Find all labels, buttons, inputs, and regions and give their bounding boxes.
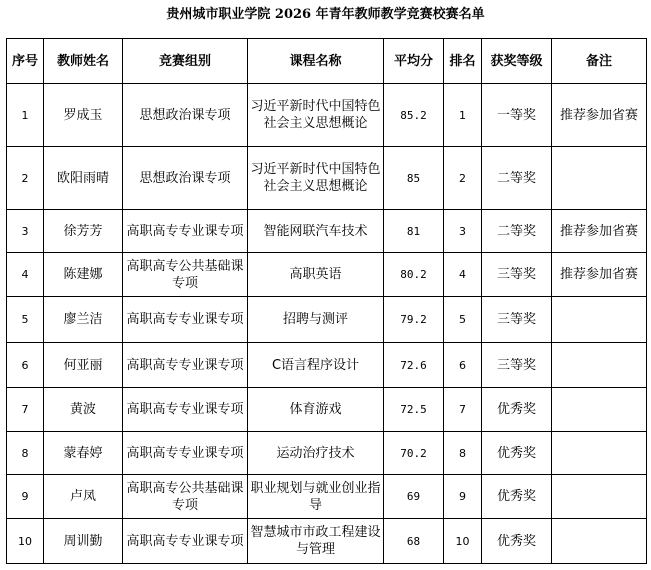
header-cell: 获奖等级 xyxy=(482,39,552,84)
cell-rank: 7 xyxy=(444,388,482,432)
cell-award: 三等奖 xyxy=(482,253,552,297)
cell-award: 优秀奖 xyxy=(482,475,552,519)
cell-name: 蒙春婷 xyxy=(44,432,123,475)
table-row xyxy=(7,388,647,432)
header-cell: 教师姓名 xyxy=(44,39,123,84)
cell-group: 高职高专专业课专项 xyxy=(123,343,248,388)
cell-group: 高职高专专业课专项 xyxy=(123,519,248,564)
cell-rank: 9 xyxy=(444,475,482,519)
cell-name: 欧阳雨晴 xyxy=(44,147,123,210)
cell-award: 二等奖 xyxy=(482,147,552,210)
cell-group: 高职高专专业课专项 xyxy=(123,210,248,253)
cell-no: 2 xyxy=(7,147,44,210)
cell-rank: 2 xyxy=(444,147,482,210)
table-row xyxy=(7,253,647,297)
cell-course: 高职英语 xyxy=(248,253,384,297)
cell-rank: 6 xyxy=(444,343,482,388)
cell-course: 智慧城市市政工程建设与管理 xyxy=(248,519,384,564)
header-cell: 平均分 xyxy=(384,39,444,84)
cell-no: 3 xyxy=(7,210,44,253)
cell-score: 70.2 xyxy=(384,432,444,475)
header-cell: 排名 xyxy=(444,39,482,84)
cell-group: 高职高专专业课专项 xyxy=(123,297,248,343)
cell-course: 习近平新时代中国特色社会主义思想概论 xyxy=(248,147,384,210)
cell-note: 推荐参加省赛 xyxy=(552,84,647,147)
cell-note xyxy=(552,475,647,519)
cell-group: 思想政治课专项 xyxy=(123,84,248,147)
cell-note xyxy=(552,297,647,343)
cell-award: 三等奖 xyxy=(482,297,552,343)
cell-rank: 10 xyxy=(444,519,482,564)
cell-note xyxy=(552,388,647,432)
cell-note: 推荐参加省赛 xyxy=(552,253,647,297)
cell-name: 廖兰洁 xyxy=(44,297,123,343)
table-row xyxy=(7,210,647,253)
cell-score: 80.2 xyxy=(384,253,444,297)
cell-group: 思想政治课专项 xyxy=(123,147,248,210)
cell-score: 68 xyxy=(384,519,444,564)
header-cell: 课程名称 xyxy=(248,39,384,84)
cell-award: 一等奖 xyxy=(482,84,552,147)
cell-name: 周训勤 xyxy=(44,519,123,564)
cell-course: 招聘与测评 xyxy=(248,297,384,343)
cell-name: 徐芳芳 xyxy=(44,210,123,253)
cell-no: 4 xyxy=(7,253,44,297)
cell-rank: 4 xyxy=(444,253,482,297)
cell-group: 高职高专公共基础课专项 xyxy=(123,253,248,297)
cell-no: 7 xyxy=(7,388,44,432)
cell-name: 罗成玉 xyxy=(44,84,123,147)
cell-note xyxy=(552,343,647,388)
table-row xyxy=(7,147,647,210)
cell-award: 优秀奖 xyxy=(482,519,552,564)
cell-course: 习近平新时代中国特色社会主义思想概论 xyxy=(248,84,384,147)
cell-course: C语言程序设计 xyxy=(248,343,384,388)
cell-note xyxy=(552,432,647,475)
results-table xyxy=(6,38,647,564)
cell-rank: 5 xyxy=(444,297,482,343)
cell-no: 8 xyxy=(7,432,44,475)
cell-name: 黄波 xyxy=(44,388,123,432)
cell-award: 三等奖 xyxy=(482,343,552,388)
table-row xyxy=(7,343,647,388)
cell-score: 72.6 xyxy=(384,343,444,388)
cell-name: 卢凤 xyxy=(44,475,123,519)
cell-score: 81 xyxy=(384,210,444,253)
cell-rank: 1 xyxy=(444,84,482,147)
table-header-row xyxy=(7,39,647,84)
cell-score: 72.5 xyxy=(384,388,444,432)
cell-no: 5 xyxy=(7,297,44,343)
cell-award: 二等奖 xyxy=(482,210,552,253)
cell-score: 85 xyxy=(384,147,444,210)
cell-rank: 8 xyxy=(444,432,482,475)
table-row xyxy=(7,475,647,519)
table-row xyxy=(7,432,647,475)
header-cell: 竞赛组别 xyxy=(123,39,248,84)
table-row xyxy=(7,84,647,147)
cell-no: 1 xyxy=(7,84,44,147)
cell-note xyxy=(552,519,647,564)
cell-group: 高职高专公共基础课专项 xyxy=(123,475,248,519)
cell-note xyxy=(552,147,647,210)
document-title: 贵州城市职业学院 2026 年青年教师教学竞赛校赛名单 xyxy=(166,7,485,22)
cell-course: 智能网联汽车技术 xyxy=(248,210,384,253)
header-cell: 备注 xyxy=(552,39,647,84)
cell-no: 6 xyxy=(7,343,44,388)
cell-group: 高职高专专业课专项 xyxy=(123,388,248,432)
cell-score: 69 xyxy=(384,475,444,519)
header-cell: 序号 xyxy=(7,39,44,84)
cell-score: 79.2 xyxy=(384,297,444,343)
cell-award: 优秀奖 xyxy=(482,432,552,475)
cell-score: 85.2 xyxy=(384,84,444,147)
cell-award: 优秀奖 xyxy=(482,388,552,432)
cell-course: 运动治疗技术 xyxy=(248,432,384,475)
table-row xyxy=(7,297,647,343)
cell-course: 职业规划与就业创业指导 xyxy=(248,475,384,519)
cell-note: 推荐参加省赛 xyxy=(552,210,647,253)
cell-no: 10 xyxy=(7,519,44,564)
cell-name: 何亚丽 xyxy=(44,343,123,388)
cell-rank: 3 xyxy=(444,210,482,253)
cell-name: 陈建娜 xyxy=(44,253,123,297)
cell-group: 高职高专专业课专项 xyxy=(123,432,248,475)
cell-course: 体育游戏 xyxy=(248,388,384,432)
table-row xyxy=(7,519,647,564)
cell-no: 9 xyxy=(7,475,44,519)
